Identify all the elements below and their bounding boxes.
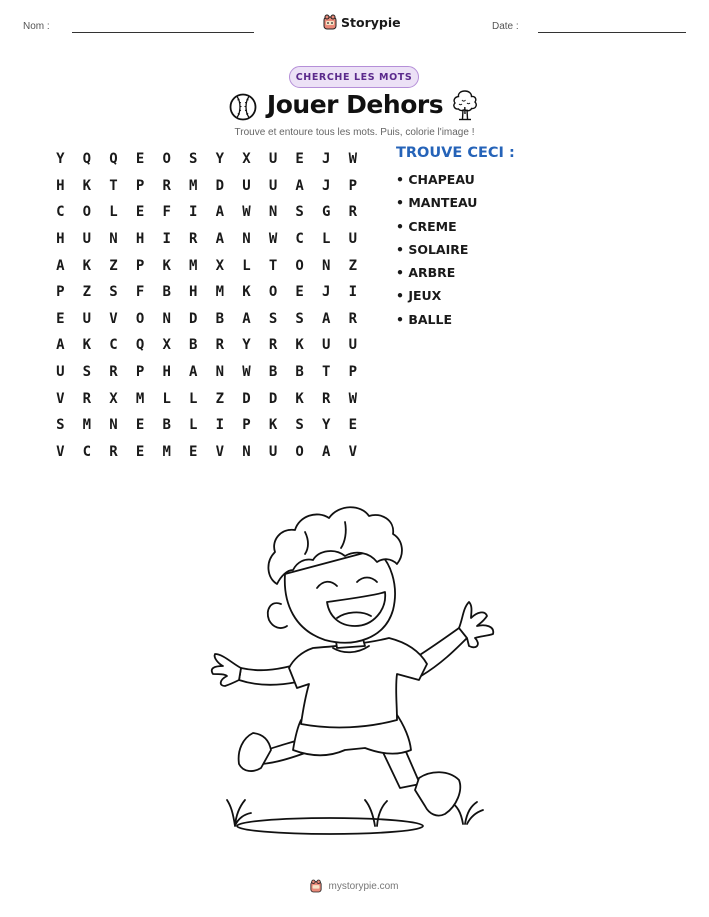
name-label: Nom : bbox=[23, 21, 50, 32]
word-list-item: • BALLE bbox=[396, 311, 453, 327]
grid-letter[interactable]: L bbox=[189, 390, 198, 407]
grid-letter[interactable]: R bbox=[322, 390, 331, 407]
grid-letter[interactable]: U bbox=[348, 231, 358, 248]
date-field-line[interactable] bbox=[538, 32, 686, 33]
grid-letter[interactable]: H bbox=[162, 364, 171, 381]
grid-letter[interactable]: M bbox=[189, 257, 198, 274]
grid-letter[interactable]: E bbox=[135, 151, 145, 168]
grid-letter[interactable]: K bbox=[82, 177, 92, 194]
grid-letter[interactable]: W bbox=[348, 390, 358, 407]
grid-letter[interactable]: J bbox=[322, 284, 331, 301]
grid-letter[interactable]: O bbox=[295, 443, 304, 460]
grid-letter[interactable]: K bbox=[242, 284, 251, 301]
grid-letter[interactable]: B bbox=[162, 284, 171, 301]
word-list-item: • JEUX bbox=[396, 288, 442, 304]
grid-letter[interactable]: R bbox=[268, 337, 278, 354]
grid-letter[interactable]: W bbox=[242, 364, 251, 381]
grid-letter[interactable]: U bbox=[268, 443, 278, 460]
grid-letter[interactable]: S bbox=[268, 310, 278, 327]
grid-letter[interactable]: M bbox=[189, 177, 198, 194]
grid-letter[interactable]: R bbox=[109, 443, 118, 460]
grid-letter[interactable]: A bbox=[215, 231, 225, 248]
grid-letter[interactable]: A bbox=[295, 177, 304, 194]
grid-letter[interactable]: H bbox=[56, 177, 65, 194]
grid-letter[interactable]: E bbox=[295, 284, 304, 301]
worksheet-type-badge: CHERCHE LES MOTS bbox=[289, 66, 419, 88]
grid-letter[interactable]: L bbox=[189, 417, 198, 434]
grid-letter[interactable]: R bbox=[348, 204, 358, 221]
grid-letter[interactable]: A bbox=[322, 443, 331, 460]
grid-letter[interactable]: S bbox=[82, 364, 92, 381]
grid-letter[interactable]: J bbox=[322, 177, 331, 194]
grid-letter[interactable]: N bbox=[242, 443, 251, 460]
grid-letter[interactable]: B bbox=[268, 364, 278, 381]
grid-letter[interactable]: P bbox=[348, 364, 358, 381]
grid-letter[interactable]: V bbox=[215, 443, 225, 460]
grid-letter[interactable]: I bbox=[215, 417, 225, 434]
grid-letter[interactable]: Q bbox=[135, 337, 145, 354]
grid-letter[interactable]: K bbox=[268, 417, 278, 434]
grid-letter[interactable]: S bbox=[56, 417, 65, 434]
grid-letter[interactable]: U bbox=[268, 151, 278, 168]
grid-letter[interactable]: R bbox=[82, 390, 92, 407]
grid-letter[interactable]: C bbox=[109, 337, 118, 354]
date-label: Date : bbox=[492, 21, 519, 32]
grid-letter[interactable]: A bbox=[56, 337, 65, 354]
tree-icon bbox=[449, 88, 481, 122]
grid-letter[interactable]: S bbox=[295, 417, 304, 434]
grid-letter[interactable]: U bbox=[268, 177, 278, 194]
grid-letter[interactable]: D bbox=[215, 177, 225, 194]
grid-letter[interactable]: Q bbox=[82, 151, 92, 168]
grid-letter[interactable]: L bbox=[109, 204, 118, 221]
storypie-logo-icon bbox=[323, 14, 337, 30]
grid-letter[interactable]: U bbox=[82, 231, 92, 248]
footer-url[interactable]: mystorypie.com bbox=[328, 880, 399, 892]
grid-letter[interactable]: Y bbox=[215, 151, 225, 168]
grid-letter[interactable]: R bbox=[109, 364, 118, 381]
brand-name: Storypie bbox=[341, 14, 401, 30]
grid-letter[interactable]: O bbox=[82, 204, 92, 221]
grid-letter[interactable]: R bbox=[189, 231, 198, 248]
grid-letter[interactable]: U bbox=[322, 337, 331, 354]
grid-letter[interactable]: G bbox=[322, 204, 331, 221]
grid-letter[interactable]: P bbox=[135, 177, 145, 194]
grid-letter[interactable]: F bbox=[162, 204, 171, 221]
word-list-item: • CHAPEAU bbox=[396, 172, 475, 187]
grid-letter[interactable]: D bbox=[242, 390, 251, 407]
grid-letter[interactable]: K bbox=[162, 257, 171, 274]
grid-letter[interactable]: O bbox=[135, 310, 145, 327]
grid-letter[interactable]: B bbox=[295, 364, 304, 381]
grid-letter[interactable]: Q bbox=[109, 151, 118, 168]
grid-letter[interactable]: W bbox=[268, 231, 278, 248]
grid-letter[interactable]: D bbox=[268, 390, 278, 407]
grid-letter[interactable]: V bbox=[56, 390, 65, 407]
grid-letter[interactable]: M bbox=[135, 390, 145, 407]
grid-letter[interactable]: R bbox=[162, 177, 171, 194]
word-list bbox=[396, 171, 477, 334]
grid-letter[interactable]: N bbox=[109, 417, 118, 434]
grid-letter[interactable]: H bbox=[56, 231, 65, 248]
grid-letter[interactable]: Y bbox=[56, 151, 65, 168]
grid-letter[interactable]: Z bbox=[215, 390, 225, 407]
grid-letter[interactable]: R bbox=[348, 310, 358, 327]
grid-letter[interactable]: K bbox=[82, 337, 92, 354]
grid-letter[interactable]: V bbox=[56, 443, 65, 460]
grid-letter[interactable]: E bbox=[295, 151, 304, 168]
word-list-title: TROUVE CECI : bbox=[396, 145, 515, 161]
grid-letter[interactable]: A bbox=[322, 310, 331, 327]
grid-letter[interactable]: A bbox=[189, 364, 198, 381]
grid-letter[interactable]: L bbox=[242, 257, 251, 274]
grid-letter[interactable]: W bbox=[348, 151, 358, 168]
grid-letter[interactable]: R bbox=[215, 337, 225, 354]
coloring-illustration-boy bbox=[205, 488, 505, 844]
grid-letter[interactable]: E bbox=[348, 417, 358, 434]
grid-letter[interactable]: X bbox=[109, 390, 118, 407]
grid-letter[interactable]: A bbox=[242, 310, 251, 327]
grid-letter[interactable]: C bbox=[295, 231, 304, 248]
grid-letter[interactable]: X bbox=[162, 337, 171, 354]
grid-letter[interactable]: S bbox=[295, 310, 304, 327]
grid-letter[interactable]: E bbox=[135, 204, 145, 221]
grid-letter[interactable]: Y bbox=[322, 417, 331, 434]
grid-letter[interactable]: F bbox=[135, 284, 145, 301]
grid-letter[interactable]: Z bbox=[109, 257, 118, 274]
grid-letter[interactable]: X bbox=[242, 151, 251, 168]
grid-letter[interactable]: B bbox=[162, 417, 171, 434]
instructions: Trouve et entoure tous les mots. Puis, colorie l'image ! bbox=[234, 127, 475, 138]
grid-letter[interactable]: K bbox=[295, 390, 304, 407]
grid-letter[interactable]: L bbox=[322, 231, 331, 248]
grid-letter[interactable]: Z bbox=[82, 284, 92, 301]
grid-letter[interactable]: E bbox=[135, 443, 145, 460]
grid-letter[interactable]: N bbox=[109, 231, 118, 248]
grid-letter[interactable]: O bbox=[162, 151, 171, 168]
grid-letter[interactable]: U bbox=[242, 177, 251, 194]
grid-letter[interactable]: S bbox=[189, 151, 198, 168]
grid-letter[interactable]: D bbox=[189, 310, 198, 327]
word-search-grid bbox=[47, 146, 367, 465]
grid-letter[interactable]: A bbox=[56, 257, 65, 274]
brand-header bbox=[323, 14, 401, 30]
grid-letter[interactable]: P bbox=[348, 177, 358, 194]
grid-letter[interactable]: N bbox=[162, 310, 171, 327]
footer bbox=[0, 879, 709, 893]
grid-letter[interactable]: V bbox=[348, 443, 358, 460]
grid-letter[interactable]: W bbox=[242, 204, 251, 221]
grid-letter[interactable]: U bbox=[56, 364, 65, 381]
grid-letter[interactable]: J bbox=[322, 151, 331, 168]
grid-letter[interactable]: E bbox=[56, 310, 65, 327]
grid-letter[interactable]: I bbox=[162, 231, 171, 248]
grid-letter[interactable]: T bbox=[109, 177, 118, 194]
grid-letter[interactable]: Y bbox=[242, 337, 251, 354]
grid-letter[interactable]: N bbox=[268, 204, 278, 221]
grid-letter[interactable]: P bbox=[135, 364, 145, 381]
grid-letter[interactable]: E bbox=[189, 443, 198, 460]
grid-letter[interactable]: V bbox=[109, 310, 118, 327]
name-field-line[interactable] bbox=[72, 32, 254, 33]
word-list-item: • MANTEAU bbox=[396, 195, 478, 211]
grid-letter[interactable]: P bbox=[242, 417, 251, 434]
grid-letter[interactable]: O bbox=[268, 284, 278, 301]
grid-letter[interactable]: K bbox=[295, 337, 304, 354]
grid-letter[interactable]: B bbox=[189, 337, 198, 354]
grid-letter[interactable]: T bbox=[322, 364, 331, 381]
page-title: Jouer Dehors bbox=[266, 90, 444, 119]
grid-letter[interactable]: M bbox=[82, 417, 92, 434]
grid-letter[interactable]: A bbox=[215, 204, 225, 221]
grid-letter[interactable]: S bbox=[295, 204, 304, 221]
grid-letter[interactable]: C bbox=[82, 443, 92, 460]
grid-letter[interactable]: H bbox=[135, 231, 145, 248]
grid-letter[interactable]: U bbox=[82, 310, 92, 327]
word-list-item: • SOLAIRE bbox=[396, 241, 469, 257]
grid-letter[interactable]: N bbox=[215, 364, 225, 381]
grid-letter[interactable]: P bbox=[56, 284, 65, 301]
grid-letter[interactable]: X bbox=[215, 257, 225, 274]
word-list-item: • ARBRE bbox=[396, 265, 456, 281]
grid-letter[interactable]: B bbox=[215, 310, 225, 327]
grid-letter[interactable]: M bbox=[215, 284, 225, 301]
grid-letter[interactable]: I bbox=[348, 284, 358, 301]
grid-letter[interactable]: S bbox=[109, 284, 118, 301]
word-list-item: • CREME bbox=[396, 218, 457, 234]
grid-letter[interactable]: I bbox=[189, 204, 198, 221]
grid-letter[interactable]: T bbox=[268, 257, 278, 274]
storypie-logo-icon bbox=[310, 879, 322, 893]
grid-letter[interactable]: H bbox=[189, 284, 198, 301]
grid-letter[interactable]: N bbox=[242, 231, 251, 248]
grid-letter[interactable]: O bbox=[295, 257, 304, 274]
grid-letter[interactable]: E bbox=[135, 417, 145, 434]
grid-letter[interactable]: C bbox=[56, 204, 65, 221]
grid-letter[interactable]: K bbox=[82, 257, 92, 274]
grid-letter[interactable]: L bbox=[162, 390, 171, 407]
grid-letter[interactable]: Z bbox=[348, 257, 358, 274]
grid-letter[interactable]: N bbox=[322, 257, 331, 274]
grid-letter[interactable]: M bbox=[162, 443, 171, 460]
grid-letter[interactable]: U bbox=[348, 337, 358, 354]
grid-letter[interactable]: P bbox=[135, 257, 145, 274]
